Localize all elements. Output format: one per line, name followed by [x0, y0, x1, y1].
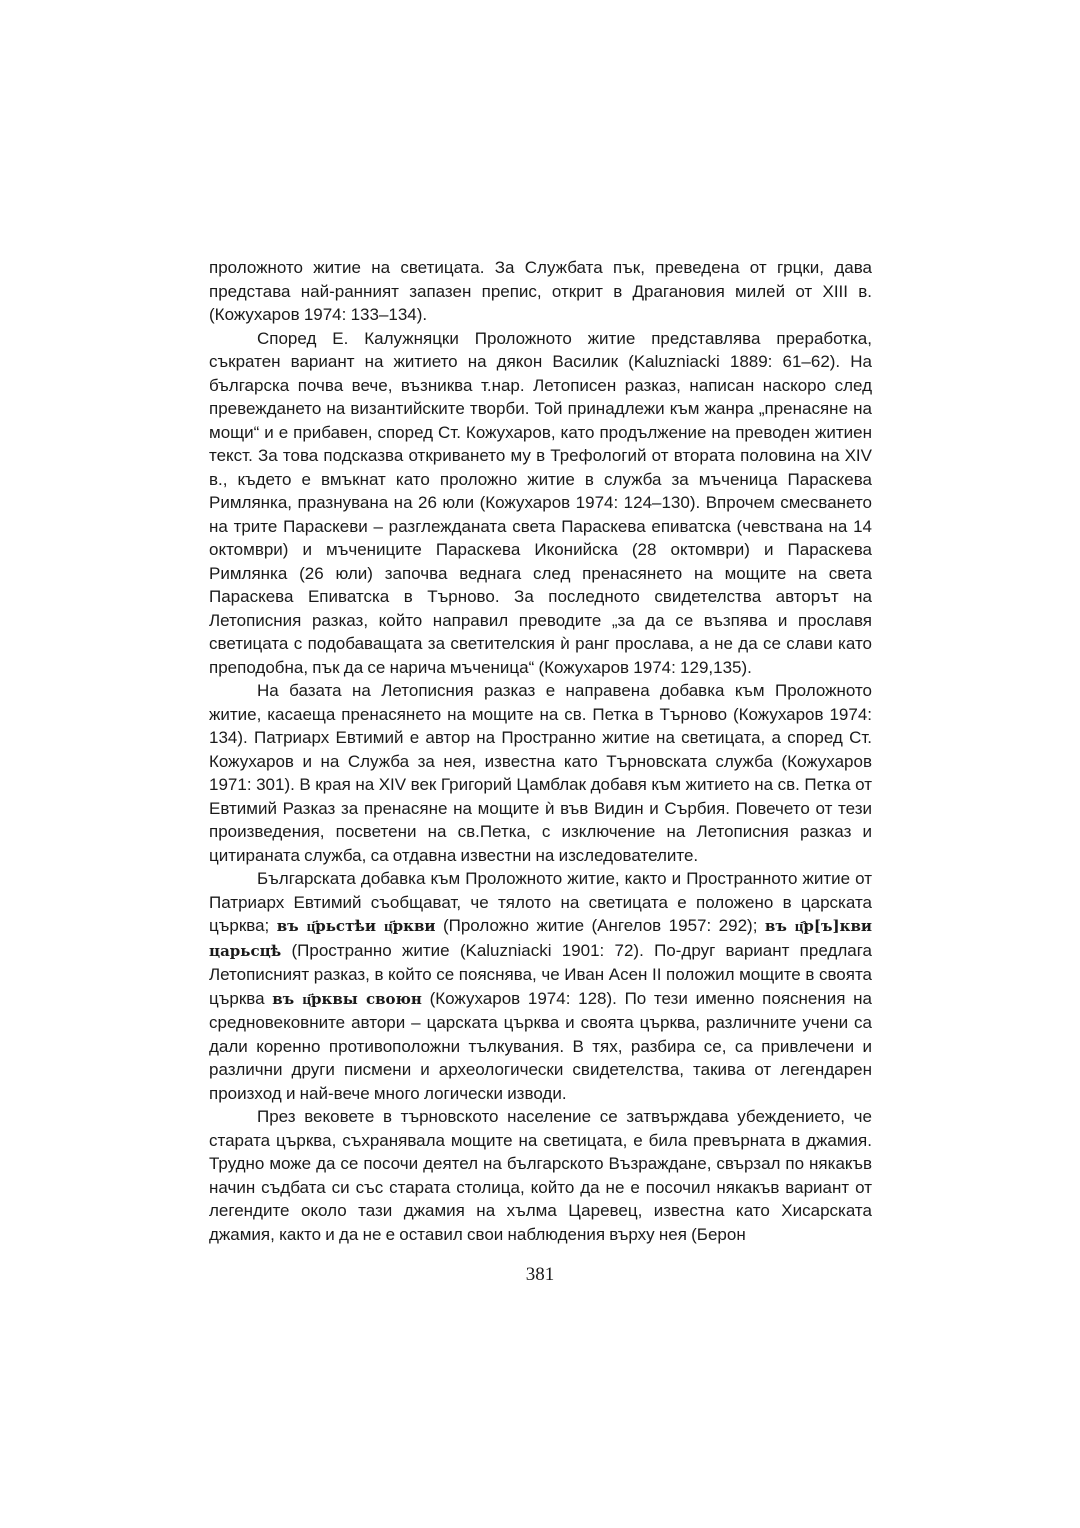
old-slavonic-quote: въ ц҃рквы своюн [272, 989, 422, 1008]
paragraph-5 [209, 1105, 872, 1246]
paragraph-text: (Пространно житие (Kaluzniacki 1901: 72). По-друг вариант предлага Летописният разказ, в който се пояснява, че Иван Асен II положил мощите в своята църква [209, 940, 872, 1008]
paragraph-text: проложното житие на светицата. За Службата пък, преведена от грцки, дава представа най-ранният запазен препис, открит в Драгановия милей от XIII в. (Кожухаров 1974: 133–134). [209, 258, 872, 324]
old-slavonic-quote: въ ц҃рьстѣи ц҃ркви [276, 917, 436, 935]
page-number: 381 [525, 1264, 555, 1285]
paragraph-text: На базата на Летописния разказ е направена добавка към Проложното житие, касаеща пренасянето на мощите на св. Петка в Търново (Кожухаров 1974: 134). Патриарх Евтимий е автор на Пространно житие на светицата, а според Ст. Кожухаров и на Служба за нея, известна като Търновската служба (Кожухаров 1971: 301). В края на XIV век Григорий Цамблак добавя към житието на св. Петка от Евтимий Разказ за пренасяне на мощите ѝ във Видин и Сърбия. Повечето от тези произведения, посветени на св.Петка, с изключение на Летописния разказ и цитираната служба, са отдавна известни на изследователите. [209, 681, 872, 865]
body-text [209, 256, 872, 1246]
paragraph-text: (Проложно житие (Ангелов 1957: 292); [435, 916, 765, 935]
paragraph-2 [209, 327, 872, 680]
paragraph-1 [209, 256, 872, 327]
paragraph-4 [209, 867, 872, 1105]
paragraph-text: Според Е. Калужняцки Проложното житие представлява преработка, съкратен вариант на житието на дякон Василик (Kaluzniacki 1889: 61–62). На българска почва вече, възниква т.нар. Летописен разказ, написан наскоро след превеждането на византийските творби. Той принадлежи към жанра „пренасяне на мощи“ и е прибавен, според Ст. Кожухаров, като продължение на преводен житиен текст. За това подсказва откриването му в Трефологий от втората половина на XIV в., където е вмъкнат като проложно житие в служба за мъченица Параскева Римлянка, празнувана на 26 юли (Кожухаров 1974: 124–130). Впрочем смесването на трите Параскеви – разглежданата света Параскева епиватска (чевствана на 14 октомври) и мъчениците Параскева Иконийска (28 октомври) и Параскева Римлянка (26 юли) започва веднага след пренасянето на мощите на света Параскева Епиватска в Търново. За последното свидетелства авторът на Летописния разказ, който направил преводите „за да се възпява и прославя светицата с подобаващата за светителския ѝ ранг прослава, а не да се слави като преподобна, пък да се нарича мъченица“ (Кожухаров 1974: 129,135). [209, 328, 872, 677]
old-slavonic-quote: въ ц҄р[ъ]кви царьсцѣ [209, 917, 872, 960]
paragraph-text: (Кожухаров 1974: 128). По тези именно пояснения на средновековните автори – царската църква и своята църква, различните учени са дали коренно противоположни тълкувания. В тях, разбира се, са привлечени и различни други писмени и археологически свидетелства, такива от легендарен произход и най-вече много логически изводи. [209, 988, 872, 1103]
paragraph-text: През вековете в търновското население се затвърждава убеждението, че старата църква, съхранявала мощите на светицата, е била превърната в джамия. Трудно може да се посочи деятел на българското Възраждане, свързал по някакъв начин съдбата си със старата столица, който да не е посочил някакъв вариант от легендите около тази джамия на хълма Царевец, известна като Хисарската джамия, както и да не е оставил свои наблюдения върху нея (Берон [209, 1107, 872, 1244]
paragraph-3 [209, 679, 872, 867]
paragraph-text: Българската добавка към Проложното житие, както и Пространното житие от Патриарх Евтимий съобщават, че тялото на светицата е положено в царската църква; [209, 869, 872, 935]
